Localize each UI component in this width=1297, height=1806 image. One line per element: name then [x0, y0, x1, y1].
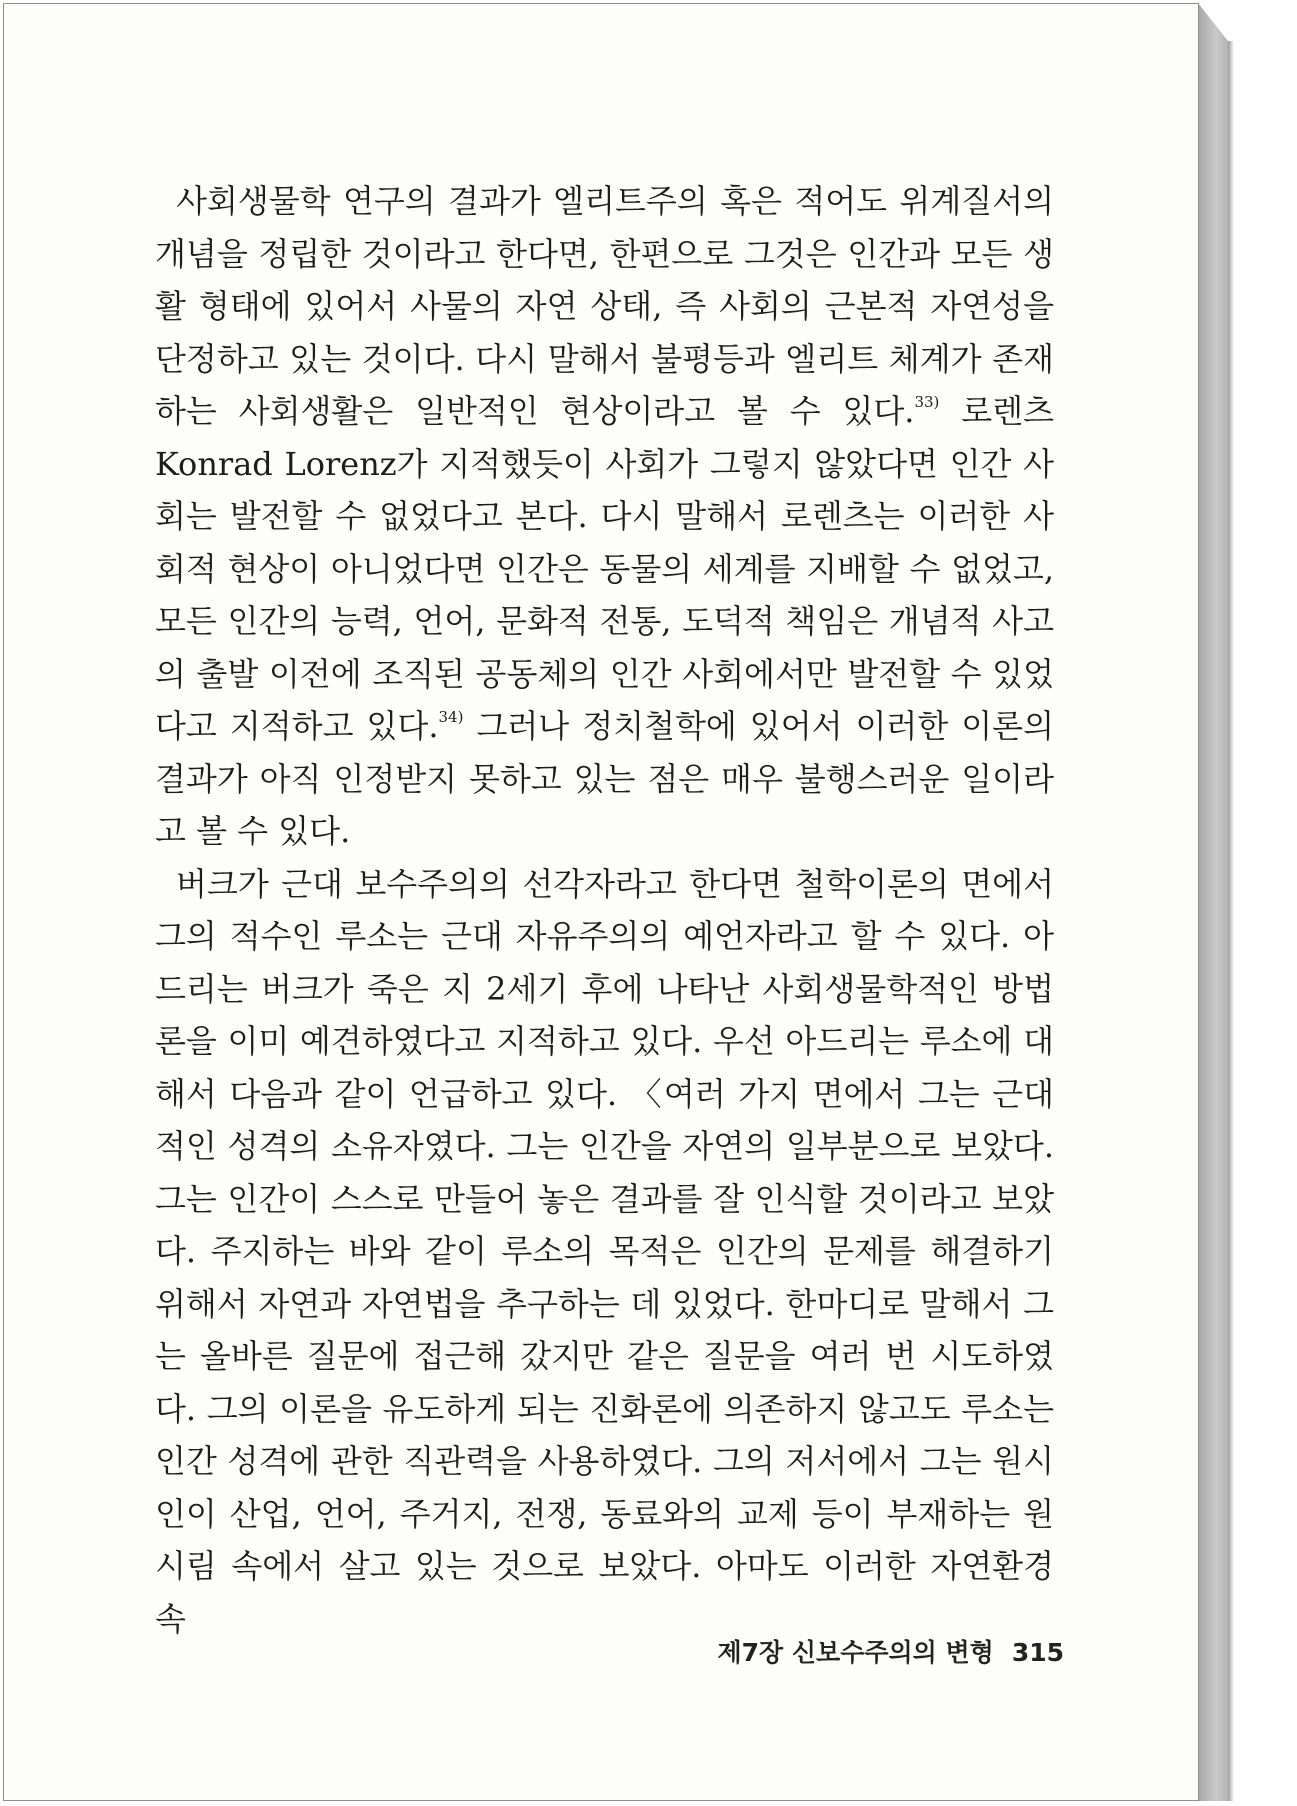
- book-page: [3, 3, 1199, 1801]
- paragraph-1: [155, 175, 1054, 858]
- running-footer: [664, 1633, 1064, 1669]
- paragraph-1-part-1: 사회생물학 연구의 결과가 엘리트주의 혹은 적어도 위계질서의 개념을 정립한 것이라고 한다면, 한편으로 그것은 인간과 모든 생활 형태에 있어서 사물의 자연 상태, 즉 사회의 근본적 자연성을 단정하고 있는 것이다. 다시 말해서 불평등과 엘리트 체계가 존재하는 사회생활은 일반적인 현상이라고 볼 수 있다.: [155, 182, 1054, 430]
- page-edge-shadow: [1198, 3, 1228, 1801]
- footnote-marker-33: 33): [914, 393, 940, 411]
- paragraph-2: 버크가 근대 보수주의의 선각자라고 한다면 철학이론의 면에서 그의 적수인 루소는 근대 자유주의의 예언자라고 할 수 있다. 아드리는 버크가 죽은 지 2세기 후에 나타난 사회생물학적인 방법론을 이미 예견하였다고 지적하고 있다. 우선 아드리는 루소에 대해서 다음과 같이 언급하고 있다. 〈여러 가지 면에서 그는 근대적인 성격의 소유자였다. 그는 인간을 자연의 일부분으로 보았다. 그는 인간이 스스로 만들어 놓은 결과를 잘 인식할 것이라고 보았다. 주지하는 바와 같이 루소의 목적은 인간의 문제를 해결하기 위해서 자연과 자연법을 추구하는 데 있었다. 한마디로 말해서 그는 올바른 질문에 접근해 갔지만 같은 질문을 여러 번 시도하였다. 그의 이론을 유도하게 되는 진화론에 의존하지 않고도 루소는 인간 성격에 관한 직관력을 사용하였다. 그의 저서에서 그는 원시인이 산업, 언어, 주거지, 전쟁, 동료와의 교제 등이 부재하는 원시림 속에서 살고 있는 것으로 보았다. 아마도 이러한 자연환경 속: [155, 864, 1054, 1638]
- page-edge-outline: [1228, 41, 1234, 1801]
- body-text: [155, 175, 1054, 1645]
- page-number: 315: [1011, 1638, 1064, 1667]
- chapter-title: 제7장 신보수주의의 변형: [717, 1638, 994, 1667]
- footnote-marker-34: 34): [438, 708, 464, 726]
- paragraph-1-part-2: 로렌츠 Konrad Lorenz가 지적했듯이 사회가 그렇지 않았다면 인간 사회는 발전할 수 없었다고 본다. 다시 말해서 로렌츠는 이러한 사회적 현상이 아니었다면 인간은 동물의 세계를 지배할 수 없었고, 모든 인간의 능력, 언어, 문화적 전통, 도덕적 책임은 개념적 사고의 출발 이전에 조직된 공동체의 인간 사회에서만 발전할 수 있었다고 지적하고 있다.: [155, 392, 1054, 745]
- paragraph-1-part-3: 그러나 정치철학에 있어서 이러한 이론의 결과가 아직 인정받지 못하고 있는 점은 매우 불행스러운 일이라고 볼 수 있다.: [155, 707, 1055, 850]
